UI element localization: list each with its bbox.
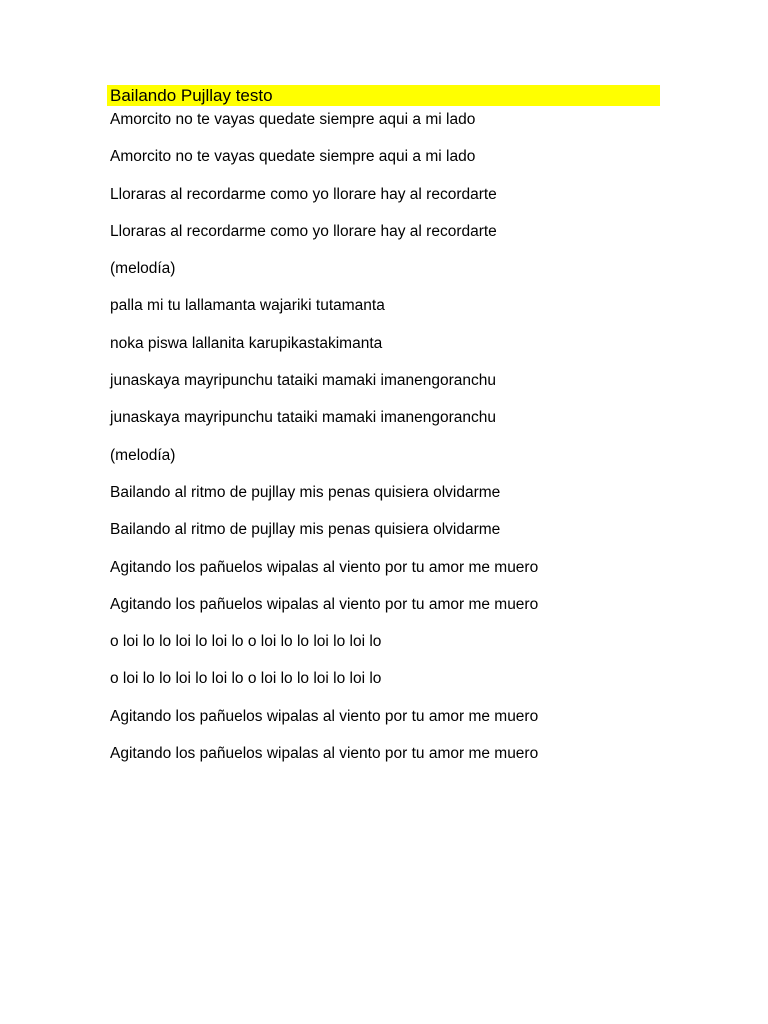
- title-highlight: [107, 85, 660, 106]
- lyric-line: Amorcito no te vayas quedate siempre aqui a mi lado: [110, 148, 476, 166]
- lyric-line: junaskaya mayripunchu tataiki mamaki imanengoranchu: [110, 409, 496, 427]
- document-title: Bailando Pujllay testo: [110, 86, 273, 105]
- lyric-line: (melodía): [110, 260, 176, 278]
- lyric-line: Agitando los pañuelos wipalas al viento por tu amor me muero: [110, 707, 539, 725]
- lyric-line: Bailando al ritmo de pujllay mis penas quisiera olvidarme: [110, 521, 501, 539]
- lyrics-lines: [110, 110, 710, 781]
- lyric-line: junaskaya mayripunchu tataiki mamaki imanengoranchu: [110, 372, 496, 390]
- lyric-line: Agitando los pañuelos wipalas al viento por tu amor me muero: [110, 558, 539, 576]
- lyric-line: Lloraras al recordarme como yo llorare hay al recordarte: [110, 185, 497, 203]
- lyric-line: (melodía): [110, 446, 176, 464]
- lyric-line: palla mi tu lallamanta wajariki tutamanta: [110, 297, 385, 315]
- lyric-line: o loi lo lo loi lo loi lo o loi lo lo loi lo loi lo: [110, 633, 382, 651]
- lyric-line: Agitando los pañuelos wipalas al viento por tu amor me muero: [110, 745, 539, 763]
- lyric-line: Lloraras al recordarme como yo llorare hay al recordarte: [110, 222, 497, 240]
- lyric-line: o loi lo lo loi lo loi lo o loi lo lo loi lo loi lo: [110, 670, 382, 688]
- lyric-line: noka piswa lallanita karupikastakimanta: [110, 334, 383, 352]
- lyric-line: Agitando los pañuelos wipalas al viento por tu amor me muero: [110, 595, 539, 613]
- lyric-line: Bailando al ritmo de pujllay mis penas quisiera olvidarme: [110, 483, 501, 501]
- lyric-line: Amorcito no te vayas quedate siempre aqui a mi lado: [110, 111, 476, 128]
